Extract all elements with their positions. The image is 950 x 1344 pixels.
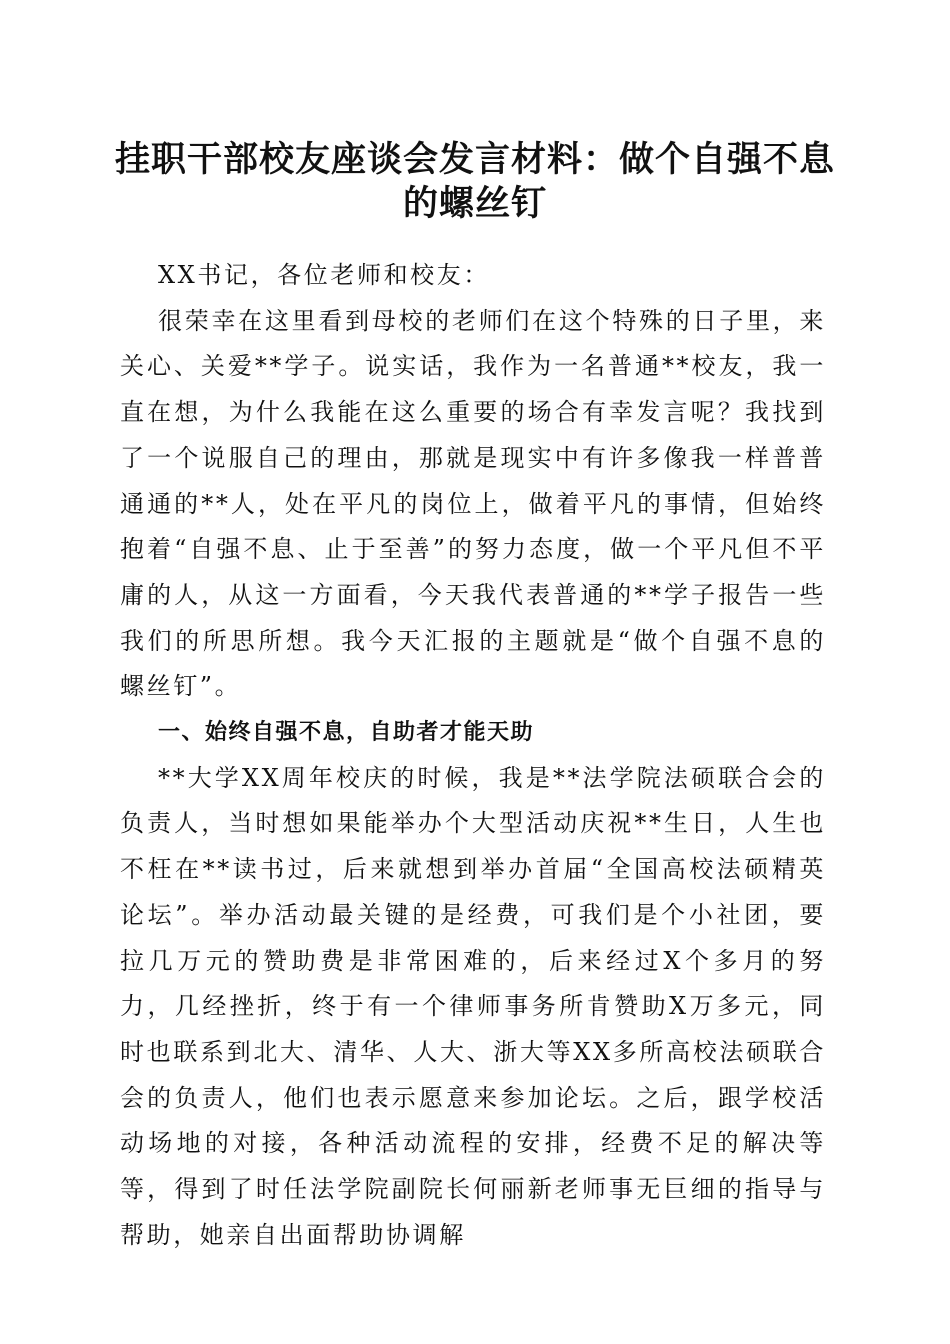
paragraph: 很荣幸在这里看到母校的老师们在这个特殊的日子里，来关心、关爱**学子。说实话，我作为一名普通**校友，我一直在想，为什么我能在这么重要的场合有幸发言呢？我找到了一个说服自己的理由，那就是现实中有许多像我一样普普通通的**人，处在平凡的岗位上，做着平凡的事情，但始终抱着“自强不息、止于至善”的努力态度，做一个平凡但不平庸的人，从这一方面看，今天我代表普通的**学子报告一些我们的所思所想。我今天汇报的主题就是“做个自强不息的螺丝钉”。 xyxy=(120,306,826,701)
document-body xyxy=(120,253,826,1258)
greeting-line: XX书记，各位老师和校友： xyxy=(158,261,490,289)
document-title: 挂职干部校友座谈会发言材料：做个自强不息的螺丝钉 xyxy=(114,139,835,224)
paragraph: **大学XX周年校庆的时候，我是**法学院法硕联合会的负责人，当时想如果能举办个大型活动庆祝**生日，人生也不枉在**读书过，后来就想到举办首届“全国高校法硕精英论坛”。举办活动最关键的是经费，可我们是个小社团，要拉几万元的赞助费是非常困难的，后来经过X个多月的努力，几经挫折，终于有一个律师事务所肯赞助X万多元，同时也联系到北大、清华、人大、浙大等XX多所高校法硕联合会的负责人，他们也表示愿意来参加论坛。之后，跟学校活动场地的对接，各种活动流程的安排，经费不足的解决等等，得到了时任法学院副院长何丽新老师事无巨细的指导与帮助，她亲自出面帮助协调解 xyxy=(120,763,826,1249)
section-heading: 一、始终自强不息，自助者才能天助 xyxy=(158,720,535,746)
